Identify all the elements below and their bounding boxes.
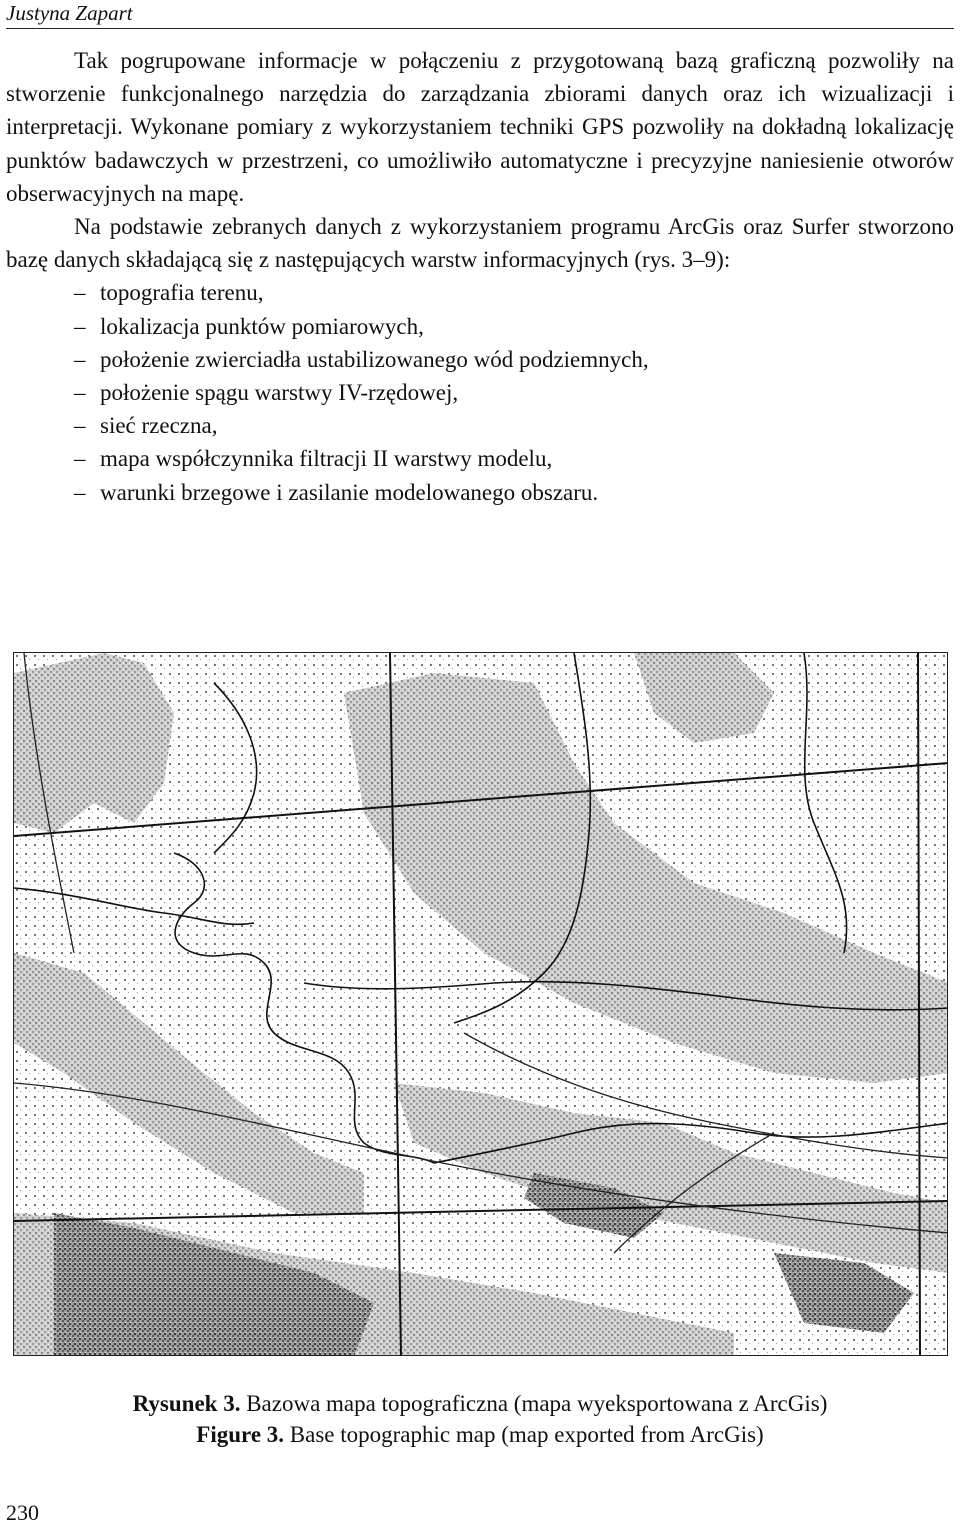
body-text (6, 44, 954, 509)
running-header: Justyna Zapart (6, 1, 133, 25)
header-rule (6, 28, 954, 29)
caption-text: Bazowa mapa topograficzna (mapa wyeksportowana z ArcGis) (240, 1391, 828, 1416)
figure-caption-en (0, 1419, 960, 1450)
figure-caption-pl (0, 1388, 960, 1419)
list-item (6, 276, 954, 309)
list-item-text: mapa współczynnika filtracji II warstwy modelu, (100, 446, 553, 472)
bullet-dash: – (74, 380, 86, 406)
topographic-map-figure (13, 652, 948, 1356)
list-item-text: sieć rzeczna, (100, 413, 218, 439)
list-item (6, 476, 954, 509)
topographic-map (14, 653, 948, 1356)
bullet-dash: – (74, 446, 86, 472)
bullet-dash: – (74, 413, 86, 439)
paragraph-1: Tak pogrupowane informacje w połączeniu z przygotowaną bazą graficzną pozwoliły na stworzenie funkcjonalnego narzędzia do zarządzania zbiorami danych oraz ich wizualizacji i interpretacji. Wykonane pomiary z wykorzystaniem techniki GPS pozwoliły na dokładną lokalizację punktów badawczych w przestrzeni, co umożliwiło automatyczne i precyzyjne naniesienie otworów obserwacyjnych na mapę. (6, 48, 954, 206)
list-item-text: położenie spągu warstwy IV-rzędowej, (100, 380, 459, 406)
list-item-text: warunki brzegowe i zasilanie modelowanego obszaru. (100, 479, 599, 505)
list-item-text: topografia terenu, (100, 280, 264, 306)
caption-label: Figure 3. (196, 1422, 285, 1447)
list-item-text: lokalizacja punktów pomiarowych, (100, 313, 424, 339)
bullet-dash: – (74, 346, 86, 372)
list-item (6, 343, 954, 376)
list-item (6, 442, 954, 475)
list-item-text: położenie zwierciadła ustabilizowanego wód podziemnych, (100, 346, 649, 372)
bullet-dash: – (74, 313, 86, 339)
bullet-dash: – (74, 479, 86, 505)
list-item (6, 376, 954, 409)
layer-list (6, 276, 954, 508)
list-item (6, 310, 954, 343)
caption-label: Rysunek 3. (132, 1391, 241, 1416)
list-item (6, 409, 954, 442)
bullet-dash: – (74, 280, 86, 306)
caption-text: Base topographic map (map exported from ArcGis) (284, 1422, 764, 1447)
page-number: 230 (6, 1500, 39, 1525)
paragraph-2: Na podstawie zebranych danych z wykorzystaniem programu ArcGis oraz Surfer stworzono bazę danych składającą się z następujących warstw informacyjnych (rys. 3–9): (6, 214, 954, 273)
